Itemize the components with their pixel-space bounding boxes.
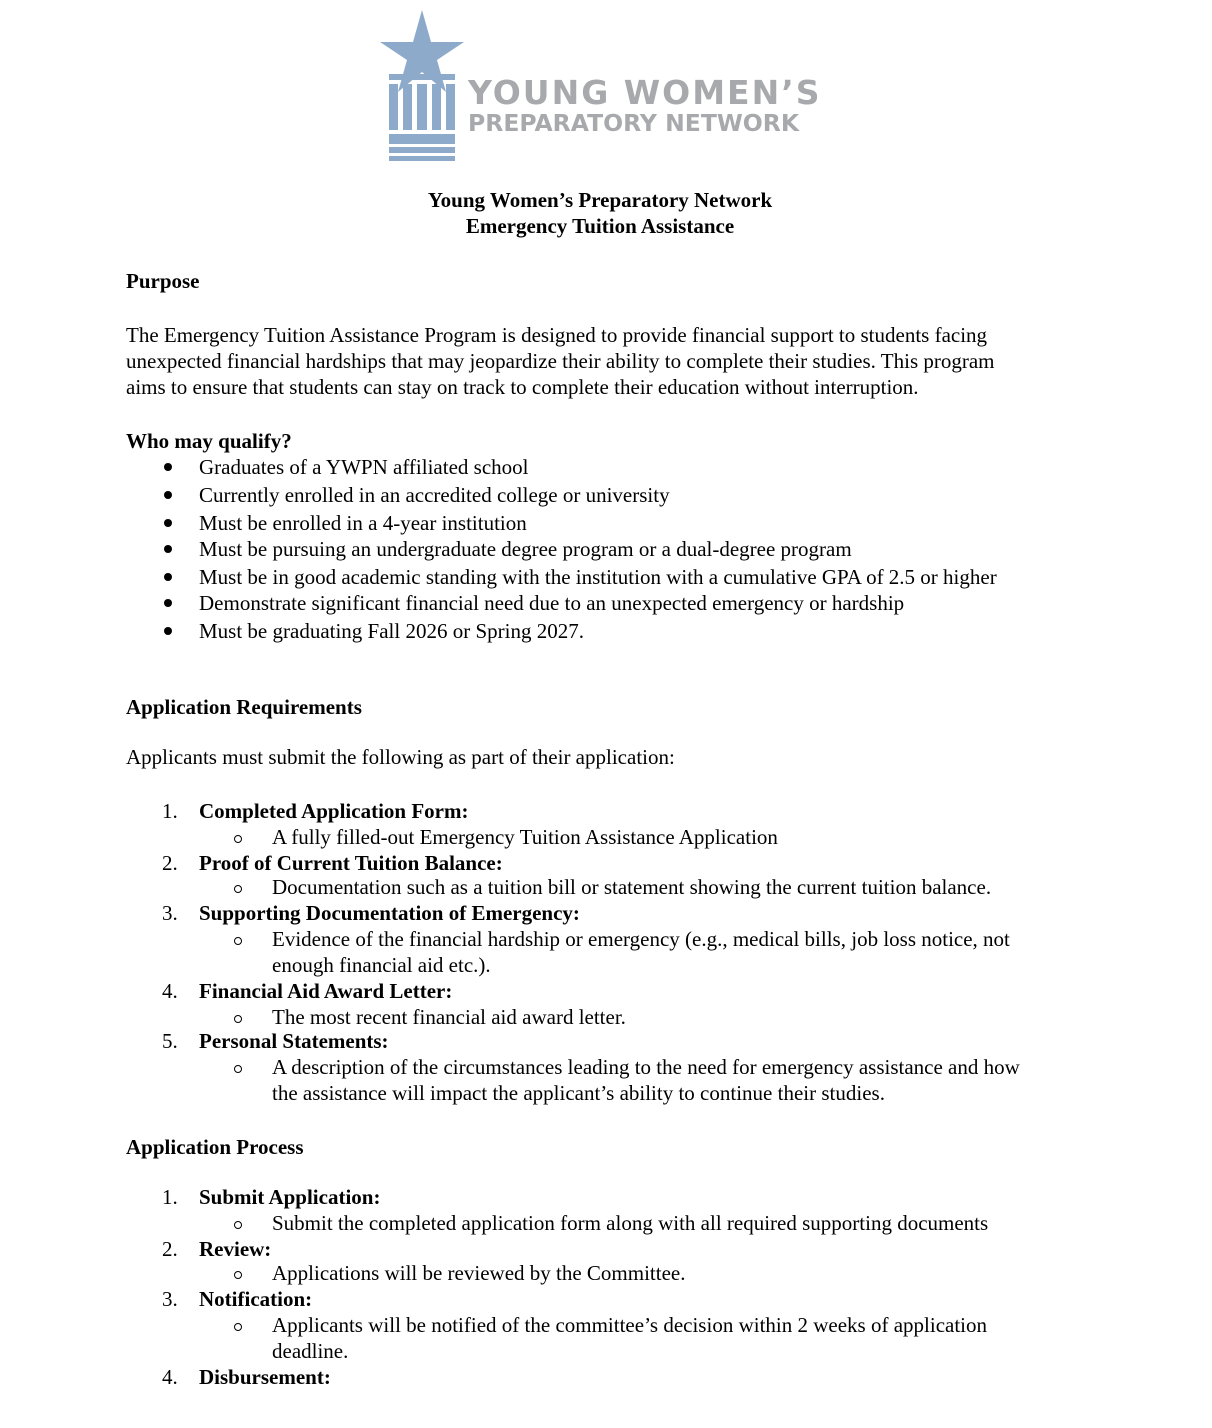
list-number: 2. [162,851,178,875]
circle-bullet-icon [234,1015,242,1023]
process-step-detail: Submit the completed application form along with all required supporting documents [272,1211,989,1235]
logo-text-line1: YOUNG WOMEN’S [468,73,822,112]
process-step-detail-line: Applicants will be notified of the committee’s decision within 2 weeks of application [272,1313,988,1337]
requirement-title: Financial Aid Award Letter: [199,979,453,1003]
star-pillar-icon [376,8,468,164]
circle-bullet-icon [234,1221,242,1229]
qualify-item-text: Demonstrate significant financial need due to an unexpected emergency or hardship [199,591,905,615]
list-number: 4. [162,1365,178,1389]
process-heading: Application Process [126,1135,304,1159]
requirement-detail-line: A description of the circumstances leading to the need for emergency assistance and how [272,1055,1020,1079]
requirement-detail: The most recent financial aid award letter. [272,1005,626,1029]
requirement-detail-line: Evidence of the financial hardship or emergency (e.g., medical bills, job loss notice, not [272,927,1010,951]
qualify-item-text: Currently enrolled in an accredited college or university [199,483,670,507]
circle-bullet-icon [234,1271,242,1279]
circle-bullet-icon [234,885,242,893]
qualify-item-text: Must be pursuing an undergraduate degree program or a dual-degree program [199,537,852,561]
list-number: 3. [162,901,178,925]
bullet-icon [164,519,172,527]
qualify-heading: Who may qualify? [126,429,292,453]
requirement-detail [272,1054,1020,1106]
purpose-line: The Emergency Tuition Assistance Program is designed to provide financial support to students facing [126,323,988,347]
requirements-intro: Applicants must submit the following as part of their application: [126,745,675,769]
qualify-item-text: Must be graduating Fall 2026 or Spring 2027. [199,619,584,643]
requirement-detail-line: the assistance will impact the applicant’s ability to continue their studies. [272,1081,885,1105]
process-step-title: Submit Application: [199,1185,381,1209]
circle-bullet-icon [234,1065,242,1073]
requirement-title: Personal Statements: [199,1029,389,1053]
qualify-item-text: Must be enrolled in a 4-year institution [199,511,527,535]
list-number: 4. [162,979,178,1003]
logo-text-line2: PREPARATORY NETWORK [468,109,800,137]
list-number: 5. [162,1029,178,1053]
process-step-title: Notification: [199,1287,313,1311]
requirement-title: Supporting Documentation of Emergency: [199,901,580,925]
requirements-heading: Application Requirements [126,695,362,719]
process-step-detail [272,1312,987,1364]
requirement-detail-line: enough financial aid etc.). [272,953,491,977]
list-number: 1. [162,1185,178,1209]
requirement-detail: Documentation such as a tuition bill or statement showing the current tuition balance. [272,875,992,899]
bullet-icon [164,491,172,499]
qualify-item-text: Graduates of a YWPN affiliated school [199,455,529,479]
bullet-icon [164,627,172,635]
purpose-heading: Purpose [126,269,200,293]
process-step-title: Disbursement: [199,1365,331,1389]
requirement-title: Proof of Current Tuition Balance: [199,851,503,875]
document-title: Emergency Tuition Assistance [465,214,735,238]
bullet-icon [164,573,172,581]
bullet-icon [164,545,172,553]
bullet-icon [164,463,172,471]
process-step-detail-line: deadline. [272,1339,349,1363]
purpose-paragraph [126,322,1086,400]
process-step-title: Review: [199,1237,272,1261]
circle-bullet-icon [234,1323,242,1331]
requirement-title: Completed Application Form: [199,799,469,823]
circle-bullet-icon [234,835,242,843]
process-step-detail: Applications will be reviewed by the Committee. [272,1261,686,1285]
requirement-detail: A fully filled-out Emergency Tuition Assistance Application [272,825,778,849]
list-number: 1. [162,799,178,823]
document-header [0,187,1200,239]
org-name: Young Women’s Preparatory Network [427,188,773,212]
bullet-icon [164,599,172,607]
qualify-item-text: Must be in good academic standing with the institution with a cumulative GPA of 2.5 or higher [199,565,997,589]
list-number: 2. [162,1237,178,1261]
circle-bullet-icon [234,937,242,945]
list-number: 3. [162,1287,178,1311]
purpose-line: unexpected financial hardships that may jeopardize their ability to complete their studies. This program [126,349,995,373]
ywpn-logo [376,8,836,164]
requirement-detail [272,926,1010,978]
purpose-line: aims to ensure that students can stay on track to complete their education without interruption. [126,375,919,399]
